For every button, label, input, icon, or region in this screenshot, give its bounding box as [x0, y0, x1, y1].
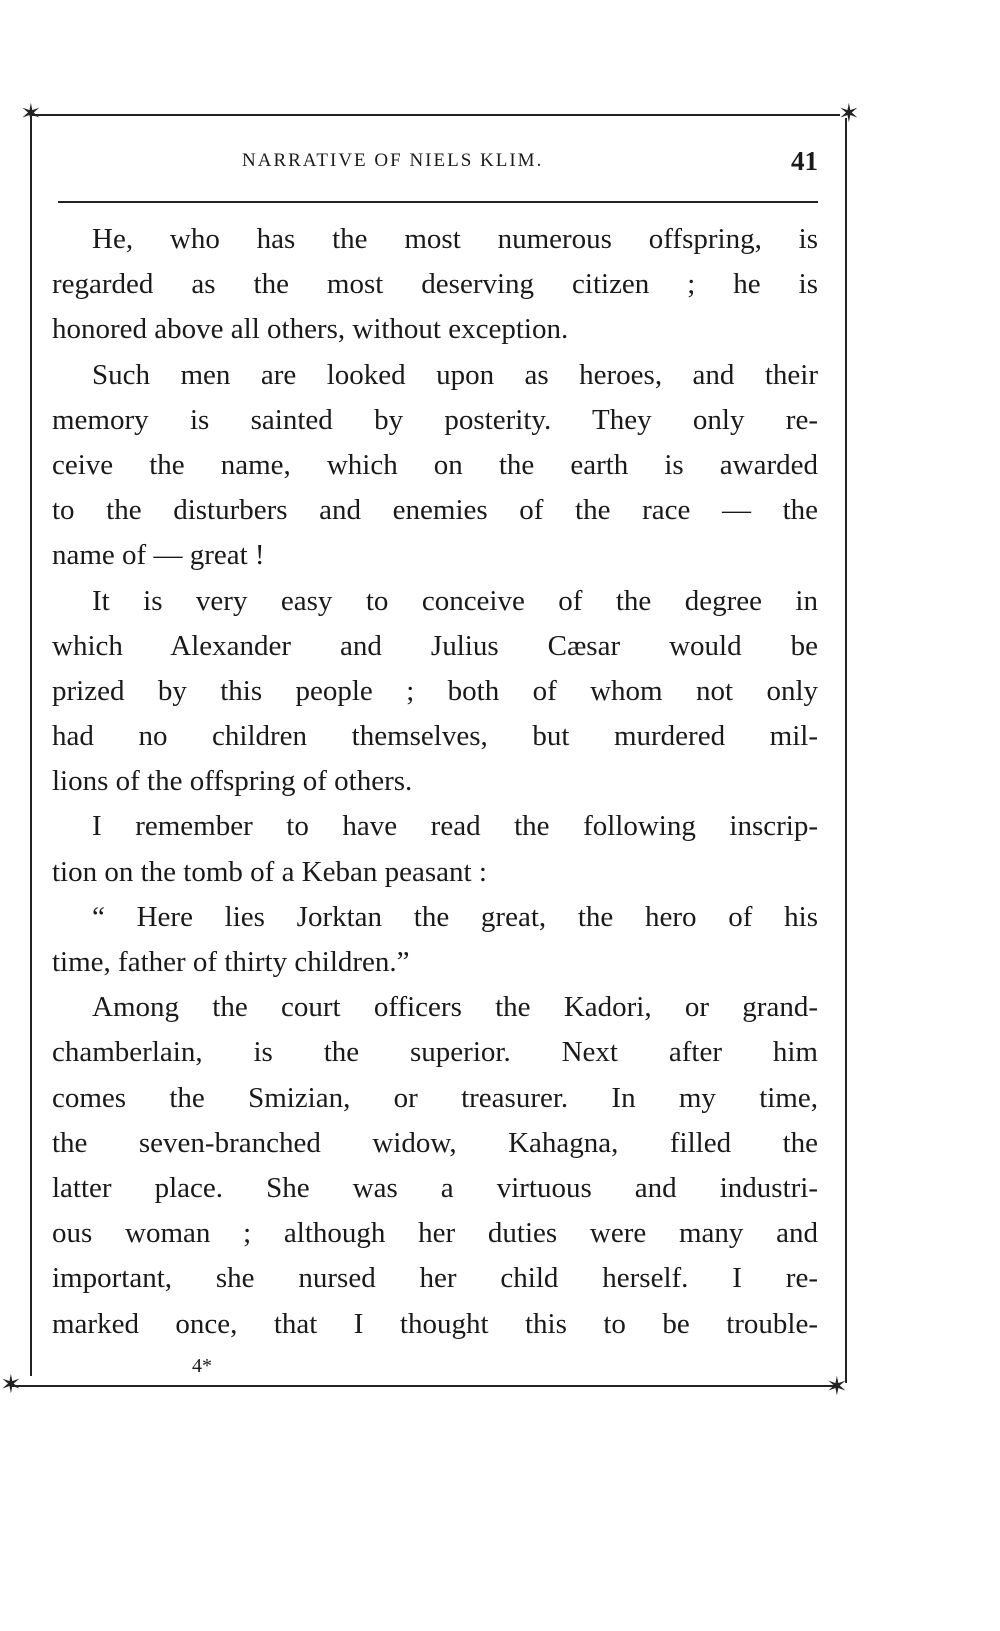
text-line: chamberlain, is the superior. Next after him [52, 1036, 818, 1069]
header-rule [58, 201, 818, 203]
page-header [58, 146, 818, 182]
text-line: “ Here lies Jorktan the great, the hero of his [92, 900, 818, 933]
page-number: 41 [791, 146, 818, 176]
frame-bottom-rule [12, 1385, 838, 1387]
text-line: had no children themselves, but murdered mil- [52, 720, 818, 753]
text-line: comes the Smizian, or treasurer. In my time, [52, 1081, 818, 1114]
text-line: honored above all others, without exception. [52, 313, 569, 346]
text-line: Among the court officers the Kadori, or grand- [92, 991, 818, 1024]
corner-star-icon: ✶ [0, 1370, 22, 1400]
text-line: tion on the tomb of a Keban peasant : [52, 855, 487, 888]
text-line: name of — great ! [52, 539, 265, 572]
corner-star-icon: ✶ [838, 99, 860, 129]
text-line: time, father of thirty children.” [52, 946, 410, 978]
text-line: important, she nursed her child herself. I re- [52, 1262, 818, 1295]
corner-star-icon: ✶ [20, 99, 42, 129]
frame-top-rule [32, 114, 840, 116]
body-text [52, 217, 818, 1347]
text-line: I remember to have read the following inscrip- [92, 810, 818, 843]
running-title: NARRATIVE OF NIELS KLIM. [242, 150, 544, 171]
signature-mark: 4* [192, 1355, 212, 1377]
text-line: prized by this people ; both of whom not only [52, 674, 818, 707]
text-line: memory is sainted by posterity. They only re- [52, 403, 818, 436]
text-line: It is very easy to conceive of the degree in [92, 584, 818, 617]
frame-left-rule [30, 114, 32, 1376]
text-line: to the disturbers and enemies of the race — the [52, 494, 818, 527]
corner-star-icon: ✶ [826, 1372, 848, 1402]
text-line: latter place. She was a virtuous and industri- [52, 1171, 818, 1204]
text-line: He, who has the most numerous offspring, is [92, 223, 818, 255]
text-line: regarded as the most deserving citizen ; he is [52, 268, 818, 301]
text-line: ous woman ; although her duties were many and [52, 1217, 818, 1250]
frame-right-rule [845, 118, 847, 1383]
text-line: Such men are looked upon as heroes, and their [92, 358, 818, 391]
text-line: which Alexander and Julius Cæsar would be [52, 629, 818, 662]
text-line: marked once, that I thought this to be trouble- [52, 1307, 818, 1340]
text-line: ceive the name, which on the earth is awarded [52, 448, 818, 481]
text-line: lions of the offspring of others. [52, 765, 413, 798]
text-line: the seven-branched widow, Kahagna, filled the [52, 1126, 818, 1159]
